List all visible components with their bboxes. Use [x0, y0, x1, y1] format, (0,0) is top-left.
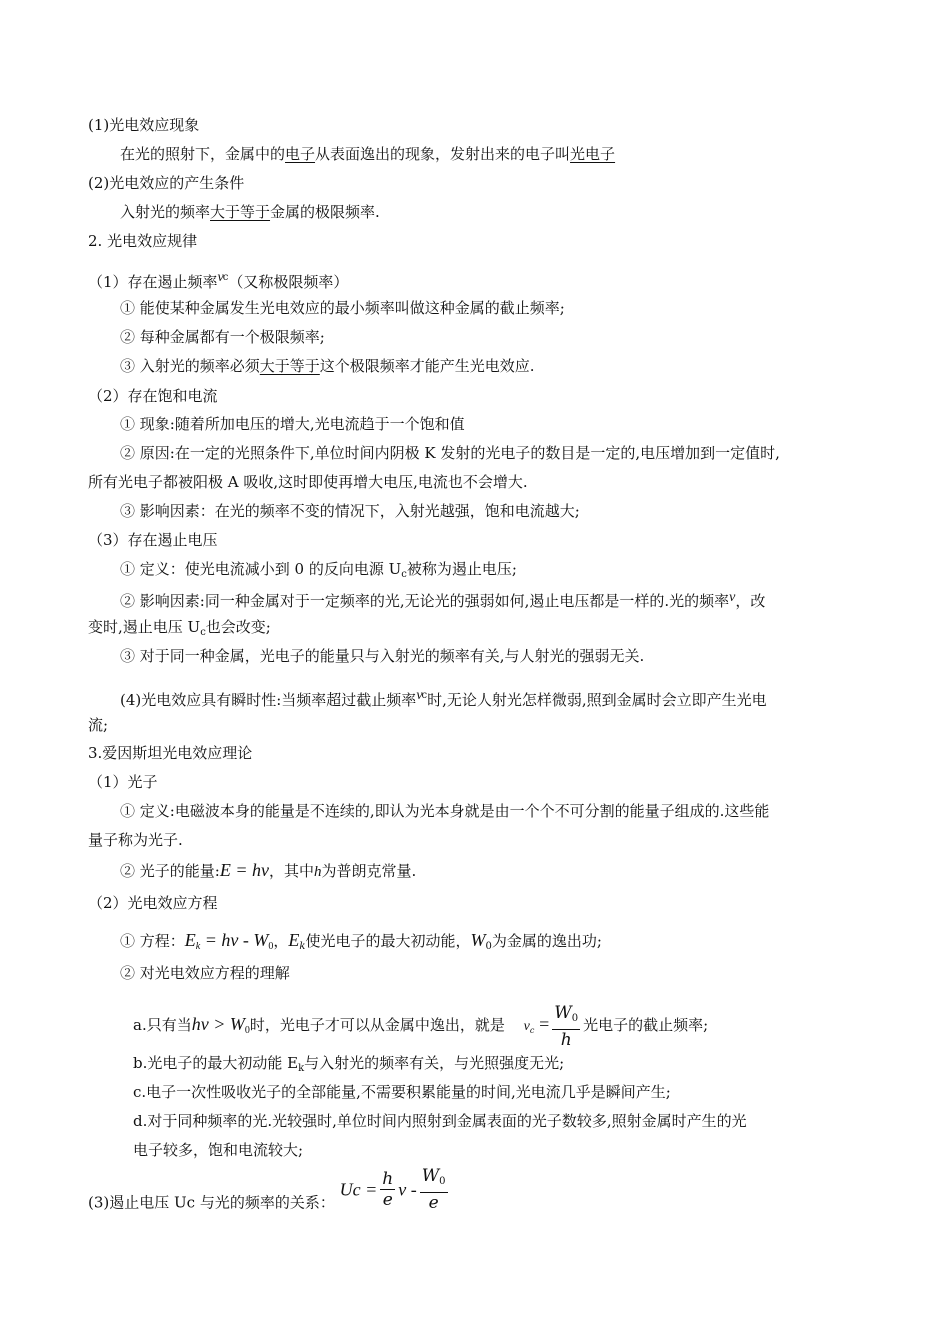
heading-einstein-theory: 3.爱因斯坦光电效应理论	[88, 744, 253, 762]
symbol-nu: ν	[729, 590, 736, 605]
item-saturation-1: ① 现象:随着所加电压的增大,光电流趋于一个饱和值	[120, 415, 465, 433]
paragraph-stopping-voltage-relation: (3)遏止电压 Uc 与光的频率的关系： Uc = $\frac{h}{e}$ ν - $\frac{W_0}{e}$	[88, 1166, 446, 1213]
item-photon-energy: ② 光子的能量:E = hν，其中h为普朗克常量.	[120, 860, 417, 880]
symbol-nu-c: ν	[523, 1019, 530, 1034]
underlined-greater-equal: 大于等于	[210, 203, 271, 221]
item-saturation-3: ③ 影响因素：在光的频率不变的情况下，入射光越强，饱和电流越大;	[120, 502, 580, 520]
item-voltage-1: ① 定义：使光电流减小到 0 的反向电源 $U_c$被称为遏止电压;	[120, 560, 517, 580]
fraction-w0-over-e: $\frac{W_0}{e}$	[421, 1166, 446, 1213]
heading-condition: (2)光电效应的产生条件	[88, 174, 245, 192]
item-understanding-b: b.光电子的最大初动能 $E_k$与入射光的频率有关，与光照强度无光;	[133, 1054, 565, 1074]
paragraph-instantaneous-cont: 流;	[88, 716, 109, 734]
heading-saturation: （2）存在饱和电流	[88, 387, 218, 405]
heading-photoelectric-phenomenon: (1)光电效应现象	[88, 116, 200, 134]
item-equation-1: ① 方程：$E_k = h\nu - W_0$，$E_k$使光电子的最大初动能，$W_0$为金属的逸出功;	[120, 930, 602, 952]
heading-photon: （1）光子	[88, 773, 158, 791]
item-photon-1-cont: 量子称为光子.	[88, 831, 183, 849]
item-saturation-2: ② 原因:在一定的光照条件下,单位时间内阴极 K 发射的光电子的数目是一定的,电压增加到一定值时,	[120, 444, 780, 462]
item-voltage-2: ② 影响因素:同一种金属对于一定频率的光,无论光的强弱如何,遏止电压都是一样的.光的频率ν，改	[120, 590, 766, 610]
underlined-greater-equal-2: 大于等于	[259, 357, 320, 375]
item-photon-1: ① 定义:电磁波本身的能量是不连续的,即认为光本身就是由一个个不可分割的能量子组成的.这些能	[120, 802, 770, 820]
item-understanding-d: d.对于同种频率的光.光较强时,单位时间内照射到金属表面的光子数较多,照射金属时产生的光	[133, 1112, 747, 1130]
item-cutoff-2: ② 每种金属都有一个极限频率;	[120, 328, 325, 346]
heading-cutoff-frequency: （1）存在遏止频率$\nu^c$（又称极限频率）	[88, 270, 349, 291]
item-equation-2: ② 对光电效应方程的理解	[120, 964, 290, 982]
item-saturation-2-cont: 所有光电子都被阳极 A 吸收,这时即使再增大电压,电流也不会增大.	[88, 473, 528, 491]
item-voltage-3: ③ 对于同一种金属，光电子的能量只与入射光的频率有关,与人射光的强弱无关.	[120, 647, 645, 665]
item-cutoff-3: ③ 入射光的频率必须大于等于这个极限频率才能产生光电效应.	[120, 357, 535, 375]
symbol-nu: ν	[217, 270, 224, 285]
equation-uc: Uc =	[339, 1179, 378, 1200]
heading-laws: 2. 光电效应规律	[88, 232, 198, 250]
underlined-photoelectron: 光电子	[570, 145, 616, 163]
fraction-h-over-e: $\frac{h}{e}$	[382, 1169, 394, 1210]
equation-photon-energy: E = hν	[219, 860, 269, 880]
item-understanding-a: a.只有当$h\nu > W_0$时，光电子才可以从金属中逸出，就是 $\nu_c$ = $\frac{W_0}{h}$ 光电子的截止频率;	[133, 1002, 709, 1050]
heading-stopping-voltage: （3）存在遏止电压	[88, 531, 218, 549]
equation-photoelectric: $E_k = h\nu - W_0$	[184, 930, 274, 952]
paragraph-phenomenon: 在光的照射下，金属中的电子从表面逸出的现象，发射出来的电子叫光电子	[120, 145, 616, 163]
paragraph-condition: 入射光的频率大于等于金属的极限频率.	[120, 203, 380, 221]
equation-threshold: $h\nu > W_0$	[191, 1014, 250, 1036]
item-voltage-2-cont: 变时,遏止电压 $U_c$也会改变;	[88, 618, 271, 638]
heading-equation: （2）光电效应方程	[88, 894, 218, 912]
paragraph-instantaneous: (4)光电效应具有瞬时性:当频率超过截止频率$\nu^c$时,无论人射光怎样微弱,照到金属时会立即产生光电	[120, 688, 767, 709]
item-understanding-c: c.电子一次性吸收光子的全部能量,不需要积累能量的时间,光电流几乎是瞬间产生;	[133, 1083, 671, 1101]
item-understanding-d-cont: 电子较多，饱和电流较大;	[133, 1141, 304, 1159]
item-cutoff-1: ① 能使某种金属发生光电效应的最小频率叫做这种金属的截止频率;	[120, 299, 565, 317]
symbol-nu: ν	[416, 688, 423, 703]
underlined-electron: 电子	[285, 145, 316, 163]
fraction-w0-over-h: $\frac{W_0}{h}$	[554, 1002, 579, 1050]
